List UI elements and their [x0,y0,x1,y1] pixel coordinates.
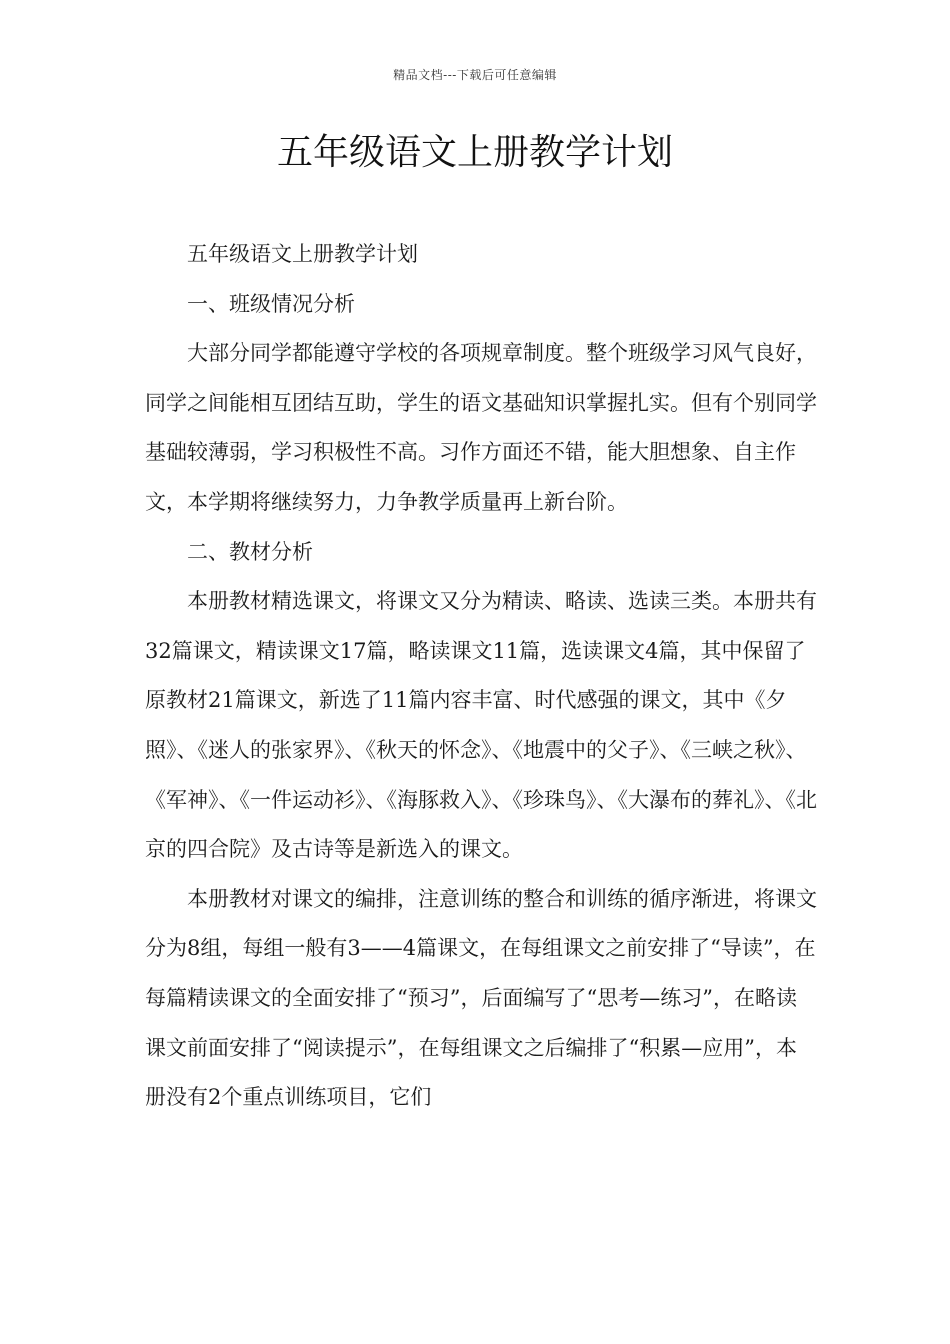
paragraph-class-analysis: 大部分同学都能遵守学校的各项规章制度。整个班级学习风气良好，同学之间能相互团结互助，学生的语文基础知识掌握扎实。但有个别同学基础较薄弱，学习积极性不高。习作方面还不错，能大胆想象、自主作文，本学期将继续努力，力争教学质量再上新台阶。 [145,341,817,514]
paragraph-textbook-arrangement: 本册教材对课文的编排，注意训练的整合和训练的循序渐进，将课文分为8组，每组一般有3——4篇课文，在每组课文之前安排了“导读”，在每篇精读课文的全面安排了“预习”，后面编写了“思考—练习”，在略读课文前面安排了“阅读提示”，在每组课文之后编排了“积累—应用”，本册没有2个重点训练项目，它们 [145,886,817,1110]
header-note: 精品文档---下载后可任意编辑 [393,68,557,82]
section-heading-class-analysis: 一、班级情况分析 [187,291,355,316]
paragraph-subtitle: 五年级语文上册教学计划 [187,242,418,266]
document-title: 五年级语文上册教学计划 [276,132,673,173]
section-heading-textbook-analysis: 二、教材分析 [187,539,313,564]
paragraph-textbook-contents: 本册教材精选课文，将课文又分为精读、略读、选读三类。本册共有32篇课文，精读课文17篇，略读课文11篇，选读课文4篇，其中保留了原教材21篇课文，新选了11篇内容丰富、时代感强的课文，其中《夕照》、《迷人的张家界》、《秋天的怀念》、《地震中的父子》、《三峡之秋》、《军神》、《一件运动衫》、《海豚救入》、《珍珠鸟》、《大瀑布的葬礼》、《北京的四合院》及古诗等是新选入的课文。 [145,589,817,862]
document-body [145,230,817,1123]
